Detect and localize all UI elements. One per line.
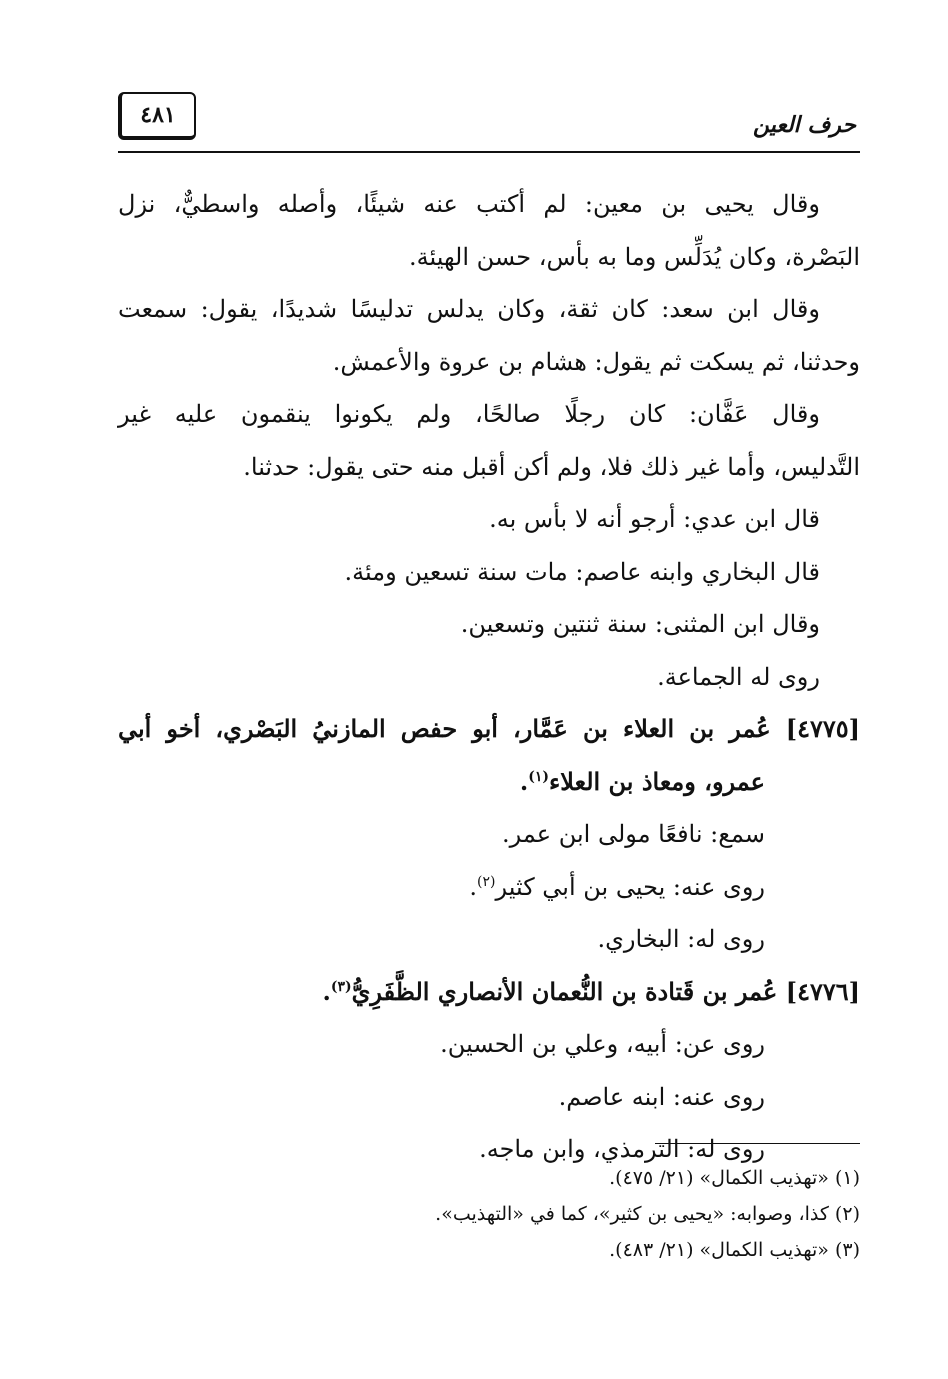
footnotes: [118, 1160, 860, 1268]
entry-heading-4776: [118, 966, 860, 1019]
footnote: (٢) كذا، وصوابه: «يحيى بن كثير»، كما في «التهذيب».: [435, 1203, 860, 1225]
text-line: قال ابن عدي: أرجو أنه لا بأس به.: [489, 505, 820, 533]
body-text: [118, 178, 860, 1176]
text-line: روى له: البخاري.: [597, 925, 765, 953]
header-rule: [118, 151, 860, 153]
text-line: وقال ابن المثنى: سنة ثنتين وتسعين.: [460, 610, 820, 638]
footnote-marker: (٢): [477, 873, 496, 890]
text-line: سمع: نافعًا مولى ابن عمر.: [502, 820, 765, 848]
footnote-marker: (٣): [330, 978, 352, 995]
text-line: روى له الجماعة.: [657, 662, 820, 691]
page-number-box: [118, 92, 196, 140]
text-line: البَصْرة، وكان يُدَلِّس وما به بأس، حسن الهيئة.: [408, 242, 860, 271]
entry-heading-text: عمرو، ومعاذ بن العلاء: [549, 766, 765, 796]
running-head: حرف العين: [752, 112, 856, 138]
text-line: وقال يحيى بن معين: لم أكتب عنه شيئًا، وأصله واسطيٌّ، نزل: [118, 190, 820, 218]
footnote: (٣) «تهذيب الكمال» (٢١/ ٤٨٣).: [609, 1239, 860, 1261]
footnote: (١) «تهذيب الكمال» (٢١/ ٤٧٥).: [609, 1167, 860, 1189]
entry-heading-text: [٤٧٧٦] عُمر بن قَتادة بن النُّعمان الأنصاري الظَّفَرِيُّ: [351, 976, 860, 1006]
entry-heading-4775-cont: [118, 756, 860, 809]
text-line: قال البخاري وابنه عاصم: مات سنة تسعين ومئة.: [344, 557, 820, 586]
text-line: [118, 861, 860, 914]
entry-heading-4775: [٤٧٧٥] عُمر بن العلاء بن عَمَّار، أبو حفص المازنيُ البَصْري، أخو أبي: [118, 714, 860, 743]
page-number: ٤٨١: [140, 102, 176, 128]
text-line: روى عن: أبيه، وعلي بن الحسين.: [440, 1030, 765, 1058]
text-segment: روى عنه: يحيى بن أبي كثير: [495, 872, 765, 901]
text-line: وقال عَفَّان: كان رجلًا صالحًا، ولم يكونوا ينقمون عليه غير: [118, 400, 820, 428]
text-segment-end: .: [469, 872, 478, 901]
entry-heading-end: .: [519, 766, 529, 796]
text-line: وحدثنا، ثم يسكت ثم يقول: هشام بن عروة والأعمش.: [332, 347, 860, 376]
text-line: وقال ابن سعد: كان ثقة، وكان يدلس تدليسًا شديدًا، يقول: سمعت: [118, 295, 820, 323]
footnote-rule: [655, 1143, 860, 1144]
text-line: التَّدليس، وأما غير ذلك فلا، ولم أكن أقبل منه حتى يقول: حدثنا.: [243, 452, 860, 481]
entry-heading-end: .: [322, 976, 331, 1006]
text-line: روى عنه: ابنه عاصم.: [558, 1082, 765, 1111]
footnote-marker: (١): [528, 768, 550, 785]
text-line: روى له: الترمذي، وابن ماجه.: [479, 1135, 765, 1163]
